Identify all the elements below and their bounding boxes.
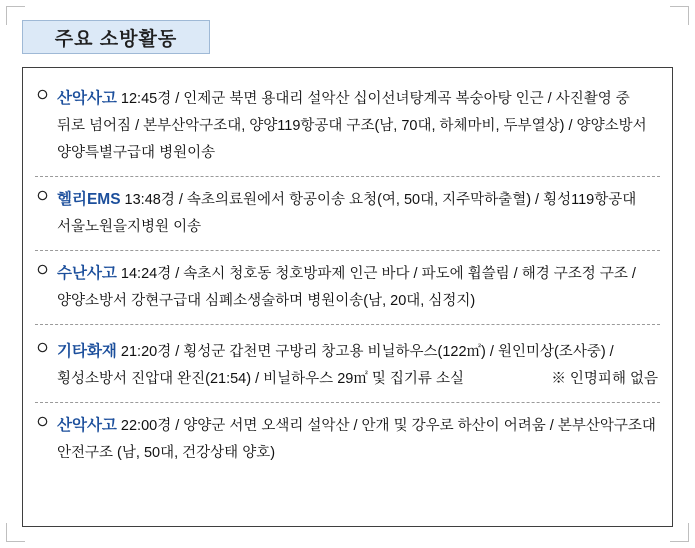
list-item xyxy=(35,325,660,403)
incident-category: 수난사고 xyxy=(57,265,117,282)
incident-detail: 12:45경 / 인제군 북면 용대리 설악산 십이선녀탕계곡 복숭아탕 인근 / 사진촬영 중 뒤로 넘어짐 / 본부산악구조대, 양양119항공대 구조(남, 70대, 하체마비, 두부열상) / 양양소방서 양양특별구급대 병원이송 xyxy=(57,91,647,161)
list-item-body xyxy=(57,260,658,315)
incident-detail: 22:00경 / 양양군 서면 오색리 설악산 / 안개 및 강우로 하산이 어려움 / 본부산악구조대 안전구조 (남, 50대, 건강상태 양호) xyxy=(57,418,656,461)
incident-category: 헬리EMS xyxy=(57,191,121,208)
list-item-body xyxy=(57,338,658,393)
diamond-bullet-icon xyxy=(37,412,57,427)
diamond-bullet-icon xyxy=(37,85,57,100)
diamond-bullet-icon xyxy=(37,260,57,275)
list-item-body xyxy=(57,186,658,241)
diamond-bullet-icon xyxy=(37,338,57,353)
corner-bracket-top-right xyxy=(670,6,689,25)
list-item xyxy=(35,76,660,177)
page-title-banner xyxy=(22,20,210,54)
incident-note: ※ 인명피해 없음 xyxy=(551,371,658,387)
list-item xyxy=(35,177,660,251)
incident-detail: 14:24경 / 속초시 청호동 청호방파제 인근 바다 / 파도에 휩쓸림 / 해경 구조정 구조 / 양양소방서 강현구급대 심폐소생술하며 병원이송(남, 20대, 심정지) xyxy=(57,266,636,309)
incident-category: 기타화재 xyxy=(57,343,117,360)
incident-detail: 13:48경 / 속초의료원에서 항공이송 요청(여, 50대, 지주막하출혈) / 횡성119항공대 서울노원을지병원 이송 xyxy=(57,192,637,235)
activity-list xyxy=(22,67,673,527)
list-item xyxy=(35,251,660,325)
incident-detail: 21:20경 / 횡성군 갑천면 구방리 창고용 비닐하우스(122㎡) / 원인미상(조사중) / 횡성소방서 진압대 완진(21:54) / 비닐하우스 29㎡ 및 집기류 소실 xyxy=(57,344,614,387)
diamond-bullet-icon xyxy=(37,186,57,201)
incident-category: 산악사고 xyxy=(57,417,117,434)
page-title: 주요 소방활동 xyxy=(54,28,178,50)
list-item-body xyxy=(57,85,658,167)
incident-category: 산악사고 xyxy=(57,90,117,107)
list-item-body xyxy=(57,412,658,467)
list-item xyxy=(35,403,660,476)
